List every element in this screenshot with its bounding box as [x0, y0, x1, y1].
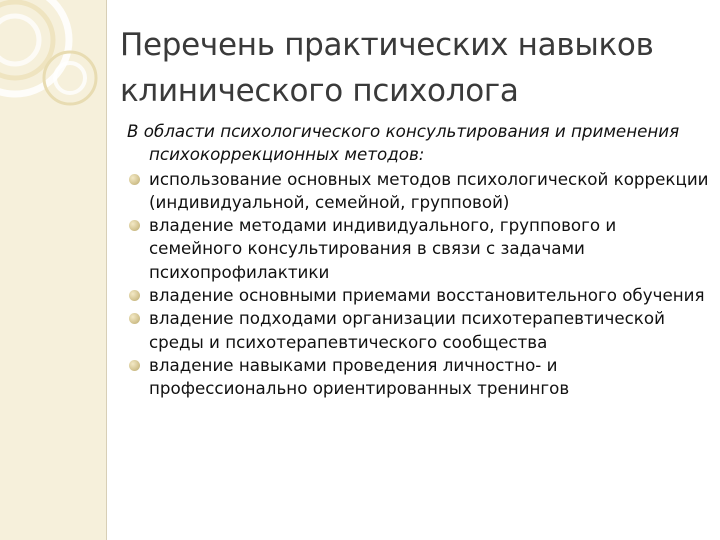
list-item-text: владение подходами организации психотерапевтической среды и психотерапевтического сообщества: [149, 308, 665, 352]
skills-list: [127, 168, 712, 401]
list-item: [127, 354, 712, 401]
list-item-text: владение основными приемами восстановительного обучения: [149, 285, 705, 306]
list-item: [127, 214, 712, 284]
title-line-2: клинического психолога: [120, 73, 519, 109]
list-item: [127, 284, 712, 307]
circle-bullet-icon: [129, 220, 140, 231]
circle-bullet-icon: [129, 360, 140, 371]
circle-bullet-icon: [129, 174, 140, 185]
circle-bullet-icon: [129, 313, 140, 324]
circle-bullet-icon: [129, 290, 140, 301]
list-item: [127, 307, 712, 354]
list-item-text: использование основных методов психологической коррекции (индивидуальной, семейной, групповой): [149, 168, 709, 212]
list-item-text: владение методами индивидуального, группового и семейного консультирования в связи с задачами психопрофилактики: [149, 215, 617, 282]
concentric-rings-decoration: [0, 0, 106, 140]
list-item-text: владение навыками проведения личностно- и профессионально ориентированных тренингов: [149, 354, 570, 399]
list-item: [127, 168, 712, 215]
slide-content: [127, 120, 712, 401]
title-line-1: Перечень практических навыков: [120, 27, 654, 63]
band-edge-line: [106, 0, 107, 540]
slide-title: [120, 22, 705, 114]
intro-text: В области психологического консультирования и применения психокоррекционных методов:: [127, 121, 680, 165]
